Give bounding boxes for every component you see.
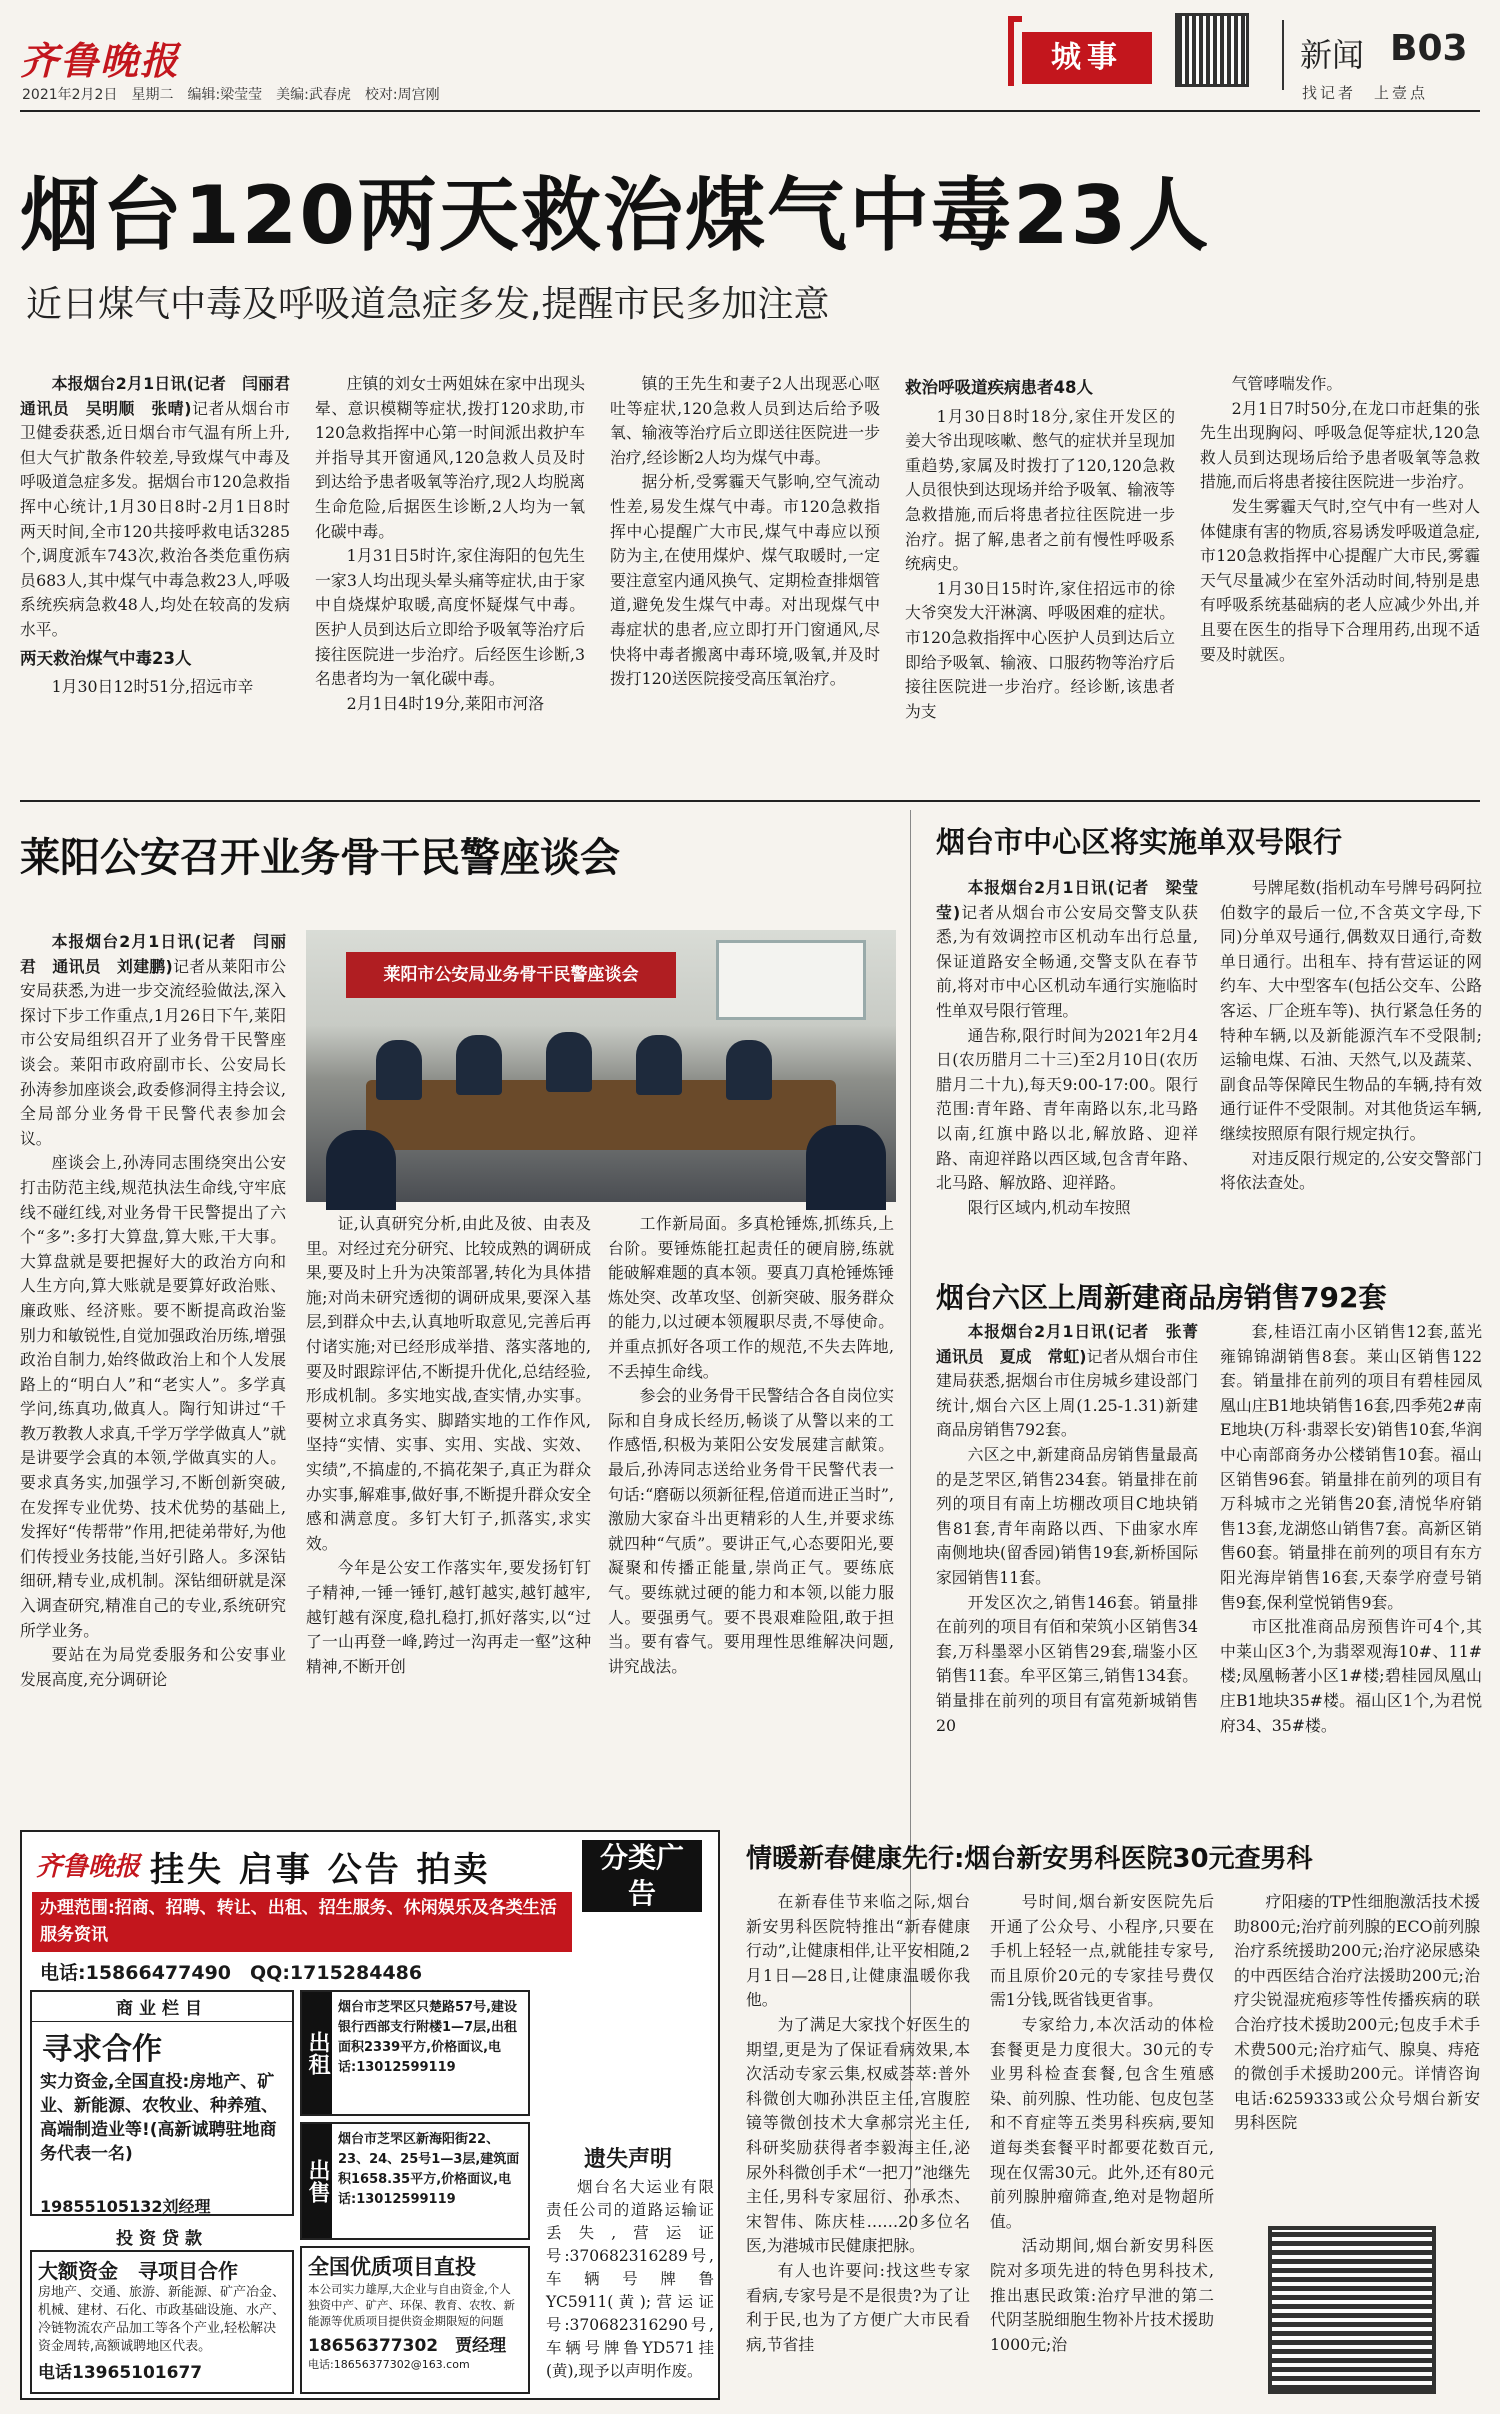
hospital-paragraph: 专家给力,本次活动的体检套餐更是力度很大。30元的专业男科检查套餐,包含生殖感染、前列腺、性功能、包皮包茎和不育症等五类男科疾病,要知道每类套餐平时都要花数百元,现在仅需30元。此外,还有80元前列腺肿瘤筛查,绝对是物超所值。 bbox=[990, 2014, 1214, 2231]
sale-ad bbox=[300, 2122, 530, 2240]
hospital-column-3 bbox=[1234, 1890, 1480, 2133]
hospital-paragraph: 疗阳痿的TP性细胞激活技术援助800元;治疗前列腺的ECO前列腺治疗系统援助200元;治疗泌尿感染的中西医结合治疗法援助200元;治疗尖锐湿疣疱疹等性传播疾病的联合治疗技术援助200元;包皮手术手术费500元;治疗疝气、腺臭、痔疮的微创手术援助200元。详情咨询电话:6259333或公众号烟台新安男科医院 bbox=[1234, 1892, 1480, 2133]
officer-figure bbox=[806, 1125, 886, 1210]
lead-paragraph: 发生雾霾天气时,空气中有一些对人体健康有害的物质,容易诱发呼吸道急症,市120急救指挥中心提醒广大市民,雾霾天气尽量减少在室外活动时间,特别是患有呼吸系统基础病的老人应减少外出,并且要在医生的指导下合理用药,出现不适要及时就医。 bbox=[1200, 496, 1480, 664]
sale-text: 烟台市芝罘区新海阳街22、23、24、25号1—3层,建筑面积1658.35平方,价格面议,电话:13012599119 bbox=[338, 2132, 520, 2207]
hospital-column-2 bbox=[990, 1890, 1214, 2400]
even-odd-byline: 本报烟台2月1日讯(记者 梁莹莹) bbox=[936, 878, 1198, 922]
laiyang-byline: 本报烟台2月1日讯(记者 闫丽君 通讯员 刘建鹏) bbox=[20, 932, 286, 976]
invest-ad bbox=[30, 2250, 294, 2394]
lead-paragraph: 2月1日4时19分,莱阳市河洛 bbox=[346, 693, 545, 713]
qr-code-icon bbox=[1178, 16, 1246, 84]
business-ad-phone: 19855105132刘经理 bbox=[40, 2197, 211, 2216]
lead-paragraph: 庄镇的刘女士两姐妹在家中出现头晕、意识模糊等症状,拨打120求助,市120急救指挥中心第一时间派出救护车并指导其开窗通风,120急救人员及时到达给予患者吸氧等治疗,现2人均脱离生命危险,后据医生诊断,2人均为一氧化碳中毒。 bbox=[315, 374, 585, 541]
category-label: 新闻 bbox=[1300, 36, 1365, 74]
laiyang-paragraph: 记者从莱阳市公安局获悉,为进一步交流经验做法,深入探讨下步工作重点,1月26日下午,莱阳市公安局组织召开了业务骨干民警座谈会。莱阳市政府副市长、公安局长孙涛参加座谈会,政委修洞得主持会议,全局部分业务骨干民警代表参加会议。 bbox=[20, 956, 286, 1148]
photo-banner: 莱阳市公安局业务骨干民警座谈会 bbox=[346, 952, 676, 998]
lead-subhead-2: 救治呼吸道疾病患者48人 bbox=[905, 378, 1093, 397]
loan-ad-body: 本公司实力雄厚,大企业与自由资金,个人独资中产、矿产、环保、教育、农牧、新能源等优质项目提供资金期限短的问题 bbox=[308, 2282, 515, 2328]
even-odd-headline: 烟台市中心区将实施单双号限行 bbox=[936, 825, 1343, 859]
officer-figure bbox=[326, 1130, 396, 1210]
business-ad-body: 实力资金,全国直投:房地产、矿业、新能源、农牧业、种养殖、高端制造业等!(高新诚聘驻地商务代表一名) bbox=[40, 2072, 278, 2164]
laiyang-paragraph: 座谈会上,孙涛同志围绕突出公安打击防范主线,规范执法生命线,守牢底线不碰红线,对业务骨干民警提出了六个“多”:多打大算盘,算大账,干大事。大算盘就是要把握好大的政治方向和人生方向,算大账就是要算好政治账、廉政账、经济账。要不断提高政治鉴别力和敏锐性,自觉加强政治历练,增强政治自制力,始终做政治上和个人发展路上的“明白人”和“老实人”。多学真学问,练真功,做真人。陶行知讲过“千教万教教人求真,千学万学学做真人”就是讲要学会真的本领,学做真实的人。要求真务实,加强学习,不断创新突破,在发挥专业优势、技术优势的基础上,发挥好“传帮带”作用,把徒弟带好,为他们传授业务技能,当好引路人。多深钻细研,精专业,成机制。深钻细研就是深入调查研究,精准自己的专业,系统研究所学业务。 bbox=[20, 1153, 286, 1640]
laiyang-headline: 莱阳公安召开业务骨干民警座谈会 bbox=[20, 835, 620, 881]
even-odd-paragraph: 限行区域内,机动车按照 bbox=[967, 1197, 1131, 1217]
loan-ad-main: 全国优质项目直投 bbox=[308, 2255, 476, 2279]
classified-phone: 电话:15866477490 QQ:1715284486 bbox=[40, 1962, 423, 1984]
laiyang-paragraph: 参会的业务骨干民警结合各自岗位实际和自身成长经历,畅谈了从警以来的工作感悟,积极为莱阳公安发展建言献策。最后,孙涛同志送给业务骨干民警代表一句话:“磨砺以须新征程,倍道而进正当时”,激励大家奋斗出更精彩的人生,并要求练就四种“气质”。要讲正气,心态要阳光,要凝聚和传播正能量,崇尚正气。要练底气。要练就过硬的能力和本领,以能力服人。要强勇气。要不畏艰难险阻,敢于担当。要有睿气。要用理性思维解决问题,讲究战法。 bbox=[608, 1386, 894, 1676]
invest-title: 投资贷款 bbox=[116, 2229, 208, 2249]
invest-ad-main: 大额资金 寻项目合作 bbox=[38, 2259, 238, 2283]
lead-paragraph: 2月1日7时50分,在龙口市赶集的张先生出现胸闷、呼吸急促等症状,120急救人员到达现场后给予患者吸氧等急救措施,而后将患者接往医院进一步治疗。 bbox=[1200, 398, 1480, 492]
rent-ad bbox=[300, 1990, 530, 2116]
lead-byline: 本报烟台2月1日讯(记者 闫丽君 通讯员 吴明顺 张晴) bbox=[20, 374, 306, 418]
invest-ad-phone: 电话13965101677 bbox=[38, 2363, 203, 2383]
section-rule bbox=[20, 800, 1480, 802]
photo-window bbox=[716, 940, 866, 1020]
officer-figure bbox=[636, 1035, 682, 1095]
rent-text: 烟台市芝罘区只楚路57号,建设银行西部支行附楼1—7层,出租面积2339平方,价格面议,电话:13012599119 bbox=[338, 2000, 518, 2075]
sale-tag: 出售 bbox=[302, 2124, 332, 2238]
hospital-headline: 情暖新春健康先行:烟台新安男科医院30元查男科 bbox=[746, 1844, 1313, 1874]
housing-paragraph: 市区批准商品房预售许可4个,其中莱山区3个,为翡翠观海10#、11#楼;凤凰畅著小区1#楼;碧桂园凤凰山庄B1地块35#楼。福山区1个,为君悦府34、35#楼。 bbox=[1220, 1617, 1482, 1735]
housing-headline: 烟台六区上周新建商品房销售792套 bbox=[936, 1281, 1387, 1314]
lead-column-3 bbox=[610, 372, 880, 752]
classified-logo: 齐鲁晚报 bbox=[36, 1852, 141, 1882]
business-ad bbox=[30, 1990, 294, 2216]
housing-paragraph: 六区之中,新建商品房销售量最高的是芝罘区,销售234套。销量排在前列的项目有南上坊棚改项目C地块销售81套,青年南路以西、下曲家水库南侧地块(留香园)销售19套,新桥国际家园销售11套。 bbox=[936, 1444, 1198, 1587]
even-odd-paragraph: 通告称,限行时间为2021年2月4日(农历腊月二十三)至2月10日(农历腊月二十九),每天9:00-17:00。限行范围:青年路、青年南路以东,北马路以南,红旗中路以北,解放路、迎祥路、南迎祥路以西区域,包含青年路、北马路、解放路、迎祥路。 bbox=[936, 1025, 1198, 1193]
even-odd-paragraph: 对违反限行规定的,公安交警部门将依法查处。 bbox=[1220, 1148, 1482, 1193]
lead-column-2 bbox=[315, 372, 585, 752]
lead-column-1 bbox=[20, 372, 306, 752]
classified-scope: 办理范围:招商、招聘、转让、出租、招生服务、休闲娱乐及各类生活服务资讯 bbox=[32, 1892, 572, 1952]
masthead-logo: 齐鲁晚报 bbox=[20, 38, 181, 83]
lead-headline: 烟台120两天救治煤气中毒23人 bbox=[20, 169, 1211, 262]
lead-paragraph: 1月30日12时51分,招远市辛 bbox=[51, 677, 254, 697]
lead-subhead-1: 两天救治煤气中毒23人 bbox=[20, 648, 192, 668]
lead-paragraph: 1月31日5时许,家住海阳的包先生一家3人均出现头晕头痛等症状,由于家中自烧煤炉取暖,高度怀疑煤气中毒。医护人员到达后立即给予吸氧等治疗后接往医院进一步治疗。后经医生诊断,3名患者均为一氧化碳中毒。 bbox=[315, 546, 585, 689]
lead-paragraph: 气管哮喘发作。 bbox=[1231, 374, 1343, 393]
page-number: B03 bbox=[1390, 28, 1468, 69]
housing-byline: 本报烟台2月1日讯(记者 张菁 通讯员 夏成 常虹) bbox=[936, 1322, 1214, 1366]
lead-paragraph: 据分析,受雾霾天气影响,空气流动性差,易发生煤气中毒。市120急救指挥中心提醒广大市民,煤气中毒应以预防为主,在使用煤炉、煤气取暖时,一定要注意室内通风换气、定期检查排烟管道,避免发生煤气中毒。对出现煤气中毒症状的患者,应立即打开门窗通风,尽快将中毒者搬离中毒环境,吸氧,并及时拨打120送医院接受高压氧治疗。 bbox=[610, 472, 880, 689]
loan-ad-phone: 18656377302 贾经理 bbox=[308, 2336, 507, 2356]
loan-ad bbox=[300, 2246, 530, 2394]
officer-figure bbox=[376, 1040, 422, 1100]
lead-paragraph: 镇的王先生和妻子2人出现恶心呕吐等症状,120急救人员到达后给予吸氧、输液等治疗后立即送往医院进一步治疗,经诊断2人均为煤气中毒。 bbox=[610, 374, 880, 467]
even-odd-paragraph: 号牌尾数(指机动车号牌号码阿拉伯数字的最后一位,不含英文字母,下同)分单双号通行,偶数双日通行,奇数单日通行。出租车、持有营运证的网约车、大中型客车(包括公交车、公路客运、厂企班车等)、执行紧急任务的特种车辆,以及新能源汽车不受限制;运输电煤、石油、天然气,以及蔬菜、副食品等保障民生物品的车辆,持有效通行证件不受限制。对其他货运车辆,继续按照原有限行规定执行。 bbox=[1220, 878, 1482, 1143]
classified-block bbox=[20, 1830, 720, 2400]
laiyang-paragraph: 要站在为局党委服务和公安事业发展高度,充分调研论 bbox=[20, 1645, 286, 1689]
hospital-paragraph: 号时间,烟台新安医院先后开通了公众号、小程序,只要在手机上轻轻一点,就能挂专家号,而且原价20元的专家挂号费仅需1分钱,既省钱更省事。 bbox=[990, 1892, 1214, 2010]
meeting-photo bbox=[306, 930, 896, 1202]
loan-ad-email: 电话:18656377302@163.com bbox=[308, 2358, 470, 2371]
lead-paragraph: 1月30日8时18分,家住开发区的姜大爷出现咳嗽、憋气的症状并呈现加重趋势,家属及时拨打了120,120急救人员很快到达现场并给予吸氧、输液等急救措施,而后将患者拉往医院进一步治疗。据了解,患者之前有慢性呼吸系统病史。 bbox=[905, 406, 1175, 574]
even-odd-column-1 bbox=[936, 876, 1198, 1286]
even-odd-column-2 bbox=[1220, 876, 1482, 1286]
masthead-divider bbox=[1282, 20, 1284, 90]
lost-notice-title: 遗失声明 bbox=[583, 2147, 672, 2172]
officer-figure bbox=[726, 1040, 772, 1100]
masthead-rule bbox=[20, 110, 1480, 112]
hospital-qr-code-icon bbox=[1272, 2230, 1432, 2390]
housing-paragraph: 套,桂语江南小区销售12套,蓝光雍锦锦湖销售8套。莱山区销售122套。销量排在前列的项目有碧桂园凤凰山庄B1地块销售16套,四季苑2#南E地块(万科·翡翠长安)销售10套,华润中心南部商务办公楼销售10套。福山区销售96套。销量排在前列的项目有万科城市之光销售20套,清悦华府销售13套,龙湖悠山销售7套。高新区销售60套。销量排在前列的项目有东方阳光海岸销售16套,天泰学府壹号销售9套,保利堂悦销售9套。 bbox=[1220, 1322, 1482, 1612]
hospital-paragraph: 为了满足大家找个好医生的期望,更是为了保证看病效果,本次活动专家云集,权威荟萃:普外科微创大咖孙洪臣主任,宫腹腔镜等微创技术大拿郝宗光主任,科研奖励获得者李毅海主任,泌尿外科微创手术“一把刀”池继先主任,男科专家屈衍、孙承杰、宋智伟、陈庆桂……20多位名医,为港城市民健康把脉。 bbox=[746, 2014, 970, 2256]
section-tag: 城事 bbox=[1022, 32, 1152, 84]
hospital-paragraph: 活动期间,烟台新安男科医院对多项先进的特色男科技术,推出惠民政策:治疗早泄的第二代阴茎脱细胞生物补片技术援助1000元;治 bbox=[990, 2236, 1214, 2354]
lead-column-5 bbox=[1200, 372, 1480, 752]
laiyang-paragraph: 证,认真研究分析,由此及彼、由表及里。对经过充分研究、比较成熟的调研成果,要及时上升为决策部署,转化为具体措施;对尚未研究透彻的调研成果,要深入基层,到群众中去,认真地听取意见,完善后再付诸实施;对已经形成举措、落实落地的,要及时跟踪评估,不断提升优化,总结经验,形成机制。多实地实战,查实情,办实事。要树立求真务实、脚踏实地的工作作风,坚持“实情、实事、实用、实战、实效、实绩”,不搞虚的,不搞花架子,真正为群众办实事,解难事,做好事,不断提升群众安全感和满意度。多钉大钉子,抓落实,求实效。 bbox=[306, 1214, 591, 1553]
business-ad-main: 寻求合作 bbox=[42, 2032, 162, 2067]
lead-column-4 bbox=[905, 372, 1175, 752]
invest-ad-body: 房地产、交通、旅游、新能源、矿产冶金、机械、建材、石化、市政基础设施、水产、冷链物流农产品加工等各个产业,轻松解决资金周转,高额诚聘地区代表。 bbox=[38, 2285, 286, 2354]
lead-paragraph: 记者从烟台市卫健委获悉,近日烟台市气温有所上升,但大气扩散条件较差,导致煤气中毒及呼吸道急症多发。据烟台市120急救指挥中心统计,1月30日8时-2月1日8时两天时间,全市120共接呼救电话3285个,调度派车743次,救治各类危重伤病员683人,其中煤气中毒急救23人,呼吸系统疾病急救48人,均处在较高的发病水平。 bbox=[20, 398, 290, 639]
officer-figure bbox=[546, 1032, 592, 1092]
hospital-paragraph: 在新春佳节来临之际,烟台新安男科医院特推出“新春健康行动”,让健康相伴,让平安相随,2月1日—28日,让健康温暖你我他。 bbox=[746, 1892, 970, 2010]
business-ad-title: 商业栏目 bbox=[32, 1992, 292, 2022]
housing-paragraph: 开发区次之,销售146套。销量排在前列的项目有佰和荣筑小区销售34套,万科墨翠小区销售29套,瑞鉴小区销售11套。牟平区第三,销售134套。销量排在前列的项目有富苑新城销售20 bbox=[936, 1592, 1198, 1735]
hospital-column-1 bbox=[746, 1890, 970, 2400]
date-line: 2021年2月2日 星期二 编辑:梁莹莹 美编:武春虎 校对:周宫刚 bbox=[22, 87, 440, 103]
housing-paragraph: 记者从烟台市住建局获悉,据烟台市住房城乡建设部门统计,烟台六区上周(1.25-1.31)新建商品房销售792套。 bbox=[936, 1346, 1198, 1440]
hospital-paragraph: 有人也许要问:找这些专家看病,专家号是不是很贵?为了让利于民,也为了方便广大市民看病,节省挂 bbox=[746, 2260, 970, 2354]
lost-notice-text: 烟台名大运业有限责任公司的道路运输证丢失,营运证号:370682316289号,车辆号牌鲁YC5911(黄);营运证号:370682316290号,车辆号牌鲁YD571挂(黄),现予以声明作废。 bbox=[546, 2178, 714, 2380]
section-box bbox=[1008, 16, 1022, 86]
officer-figure bbox=[456, 1035, 502, 1095]
lead-paragraph: 1月30日15时许,家住招远市的徐大爷突发大汗淋漓、呼吸困难的症状。市120急救指挥中心医护人员到达后立即给予吸氧、输液、口服药物等治疗后接往医院进一步治疗。经诊断,该患者为支 bbox=[905, 578, 1175, 721]
even-odd-paragraph: 记者从烟台市公安局交警支队获悉,为有效调控市区机动车出行总量,保证道路安全畅通,交警支队在春节前,将对市中心区机动车通行实施临时性单双号限行管理。 bbox=[936, 902, 1198, 1020]
lead-subhead: 近日煤气中毒及呼吸道急症多发,提醒市民多加注意 bbox=[26, 284, 830, 325]
classified-badge: 分类广告 bbox=[582, 1840, 702, 1912]
masthead-tagline: 找记者 上壹点 bbox=[1302, 84, 1429, 102]
laiyang-paragraph: 工作新局面。多真枪锤炼,抓练兵,上台阶。要锤炼能扛起责任的硬肩膀,练就能破解难题的真本领。要真刀真枪锤炼锤炼处突、改革攻坚、创新突破、服务群众的能力,以过硬本领履职尽责,不辱使命。并重点抓好各项工作的规范,不失去阵地,不丢掉生命线。 bbox=[608, 1214, 894, 1381]
laiyang-paragraph: 今年是公安工作落实年,要发扬钉钉子精神,一锤一锤钉,越钉越实,越钉越牢,越钉越有深度,稳扎稳打,抓好落实,以“过了一山再登一峰,跨过一沟再走一壑”这种精神,不断开创 bbox=[306, 1558, 591, 1676]
rent-tag: 出租 bbox=[302, 1992, 332, 2114]
classified-heading: 挂失 启事 公告 拍卖 bbox=[150, 1850, 491, 1890]
